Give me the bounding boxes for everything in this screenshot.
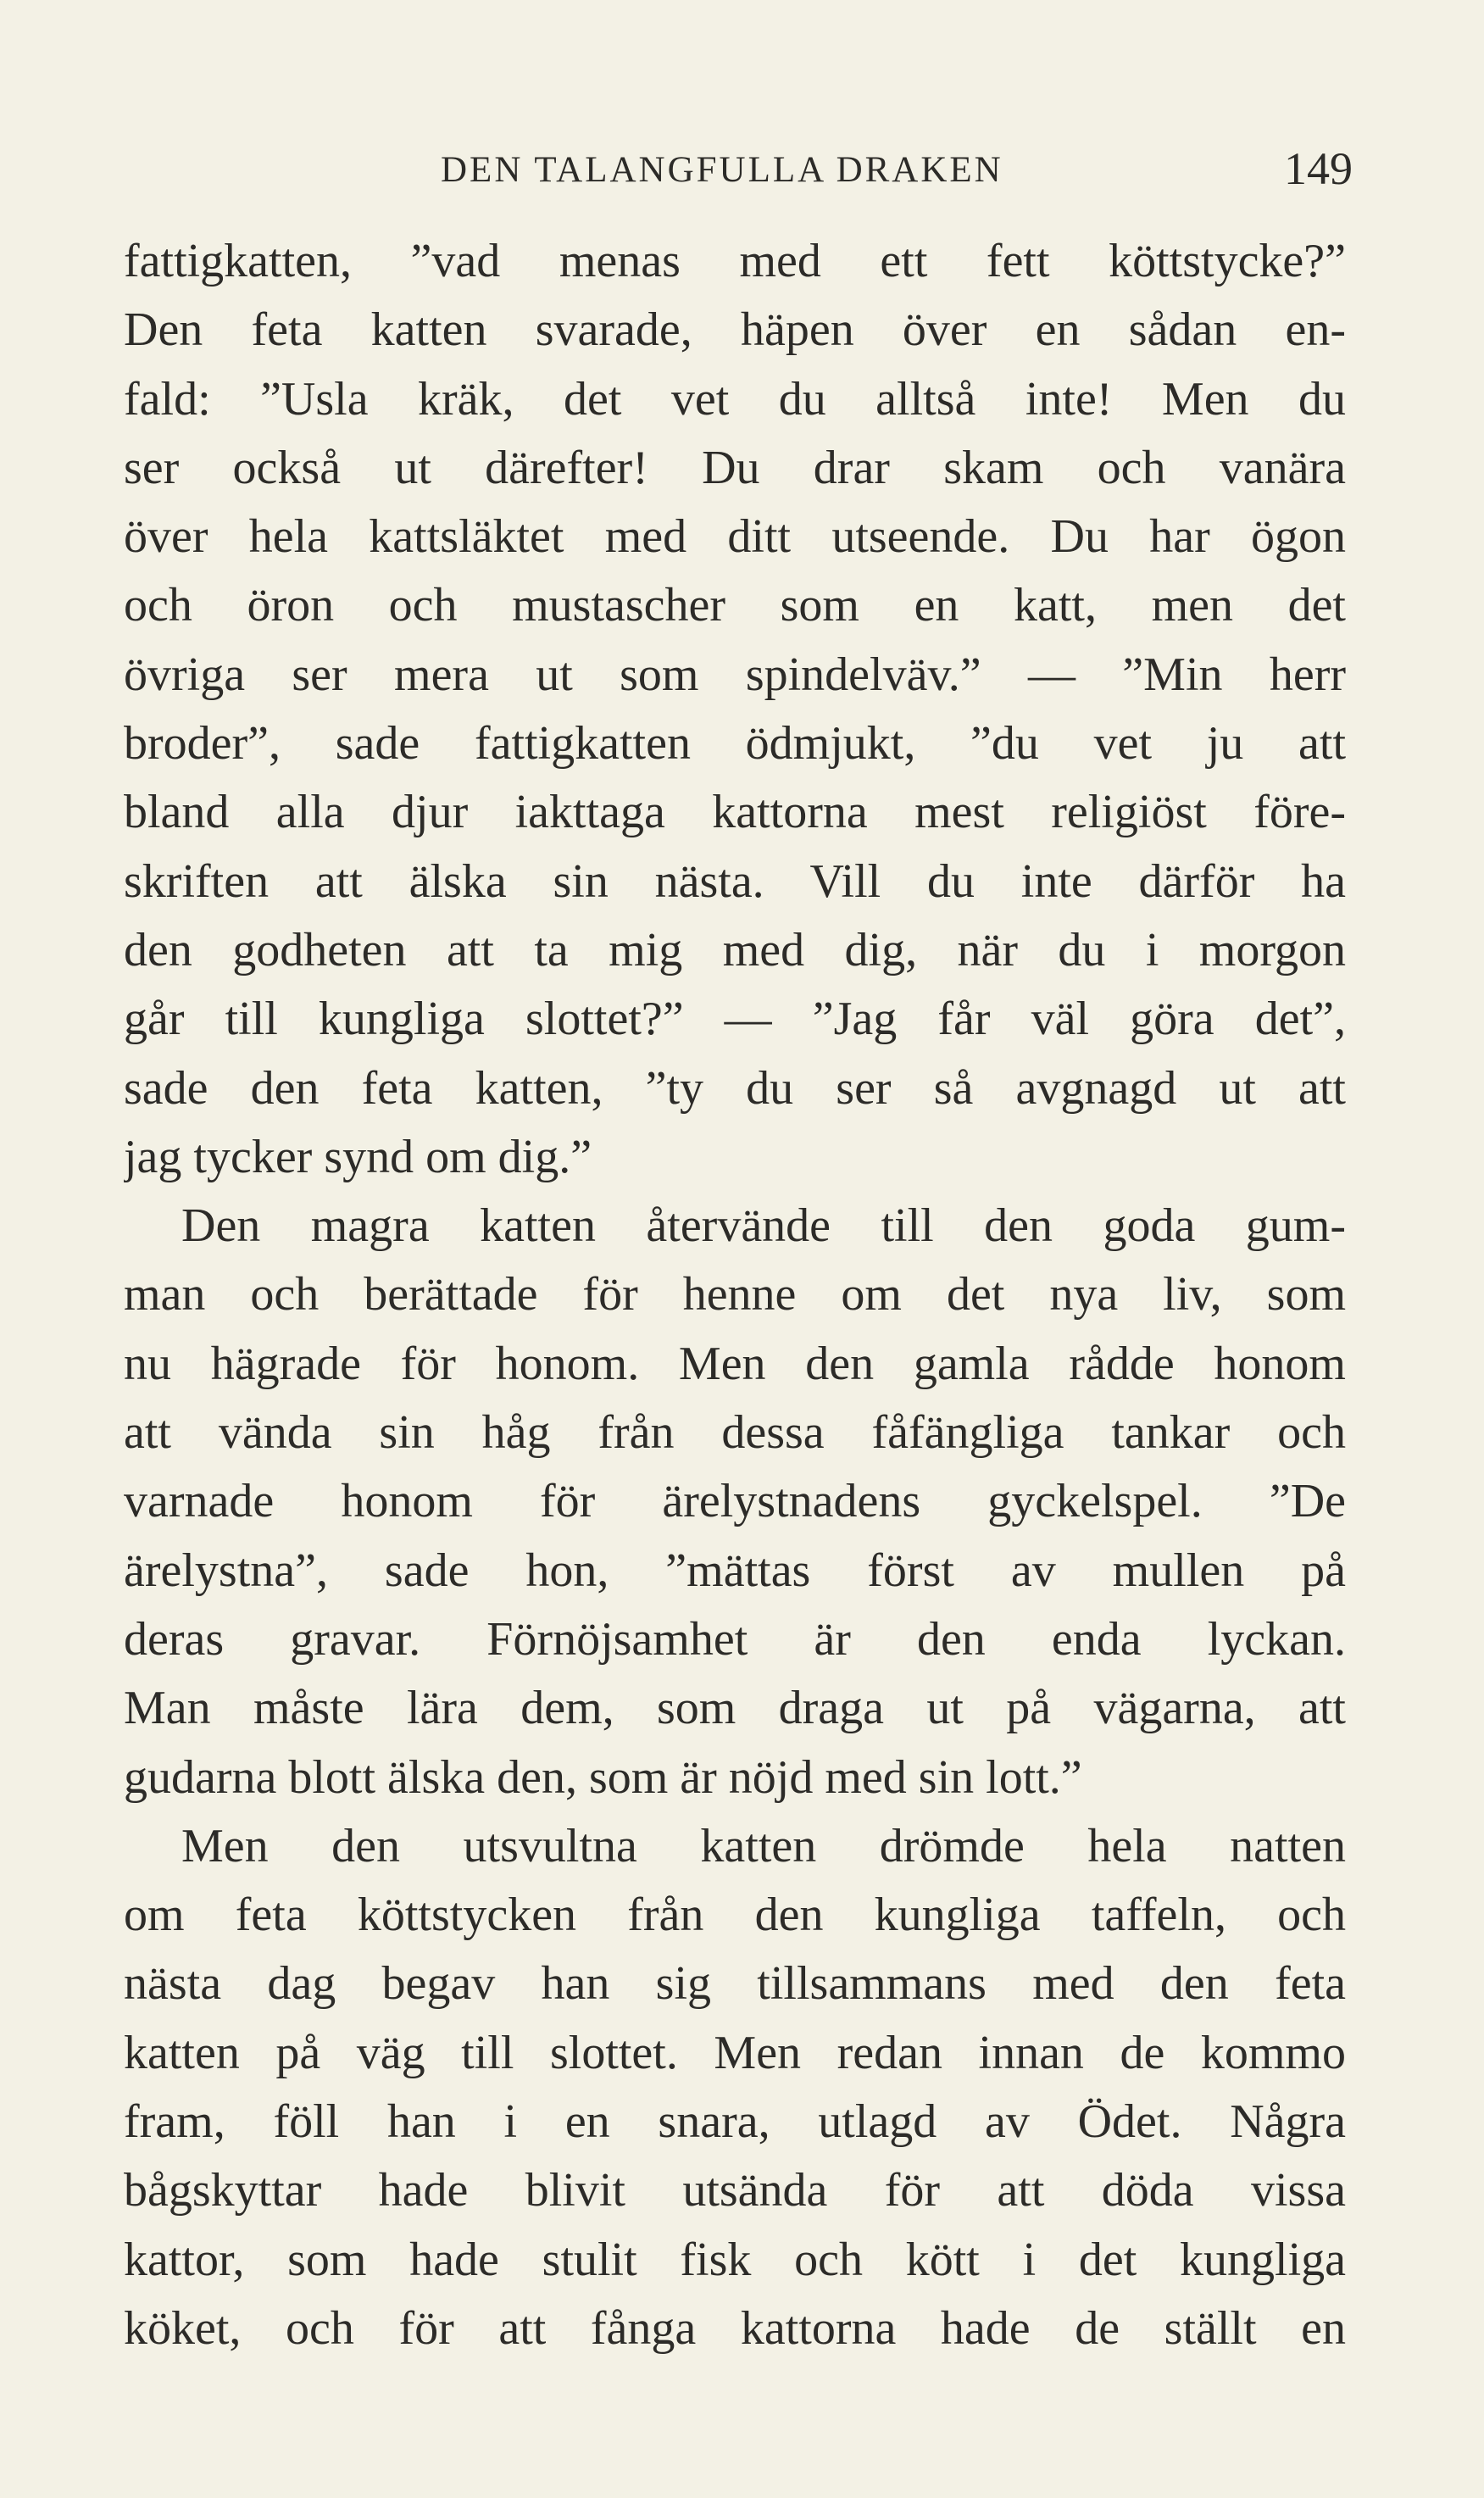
text-line: och öron och mustascher som en katt, men det [124, 579, 1346, 632]
text-line: deras gravar. Förnöjsamhet är den enda lyckan. [124, 1612, 1346, 1666]
text-line: man och berättade för henne om det nya liv, som [124, 1268, 1346, 1321]
text-line: Man måste lära dem, som draga ut på vägarna, att [124, 1682, 1346, 1735]
text-line: bland alla djur iakttaga kattorna mest religiöst före- [124, 786, 1346, 839]
text-line: ärelystna”, sade hon, ”mättas först av mullen på [124, 1544, 1346, 1597]
text-line: ser också ut därefter! Du drar skam och vanära [124, 441, 1346, 494]
text-line: nästa dag begav han sig tillsammans med den feta [124, 1957, 1346, 2011]
text-line: om feta köttstycken från den kungliga taffeln, och [124, 1889, 1346, 1942]
running-title: DEN TALANGFULLA DRAKEN [441, 150, 1003, 190]
text-line: fald: ”Usla kräk, det vet du alltså inte! Men du [124, 372, 1346, 426]
text-line: sade den feta katten, ”ty du ser så avgnagd ut att [124, 1061, 1346, 1115]
text-line: bågskyttar hade blivit utsända för att döda vissa [124, 2164, 1346, 2217]
text-line: Den feta katten svarade, häpen över en sådan en- [124, 303, 1346, 357]
text-line: övriga ser mera ut som spindelväv.” — ”Min herr [124, 648, 1346, 701]
text-line: att vända sin håg från dessa fåfängliga tankar och [124, 1406, 1346, 1460]
text-line: gudarna blott älska den, som är nöjd med sin lott.” [124, 1750, 1082, 1804]
text-line: katten på väg till slottet. Men redan innan de kommo [124, 2026, 1346, 2079]
text-line: jag tycker synd om dig.” [124, 1130, 592, 1183]
text-line: Men den utsvultna katten drömde hela natten [181, 1819, 1346, 1872]
text-line: skriften att älska sin nästa. Vill du inte därför ha [124, 854, 1346, 908]
text-line: Den magra katten återvände till den goda gum- [181, 1199, 1346, 1253]
text-line: över hela kattsläktet med ditt utseende. Du har ögon [124, 510, 1346, 564]
text-line: kattor, som hade stulit fisk och kött i det kungliga [124, 2233, 1346, 2286]
text-line: fram, föll han i en snara, utlagd av Ödet. Några [124, 2095, 1346, 2149]
text-line: fattigkatten, ”vad menas med ett fett köttstycke?” [124, 235, 1346, 287]
text-line: köket, och för att fånga kattorna hade de ställt en [124, 2301, 1346, 2355]
running-head [441, 142, 1353, 202]
body-text [124, 227, 1346, 2363]
text-line: den godheten att ta mig med dig, när du i morgon [124, 923, 1346, 976]
text-line: varnade honom för ärelystnadens gyckelspel. ”De [124, 1475, 1346, 1528]
page-number: 149 [1284, 143, 1353, 194]
text-line: nu hägrade för honom. Men den gamla rådde honom [124, 1337, 1346, 1390]
text-line: broder”, sade fattigkatten ödmjukt, ”du vet ju att [124, 717, 1346, 771]
text-line: går till kungliga slottet?” — ”Jag får väl göra det”, [124, 993, 1346, 1046]
